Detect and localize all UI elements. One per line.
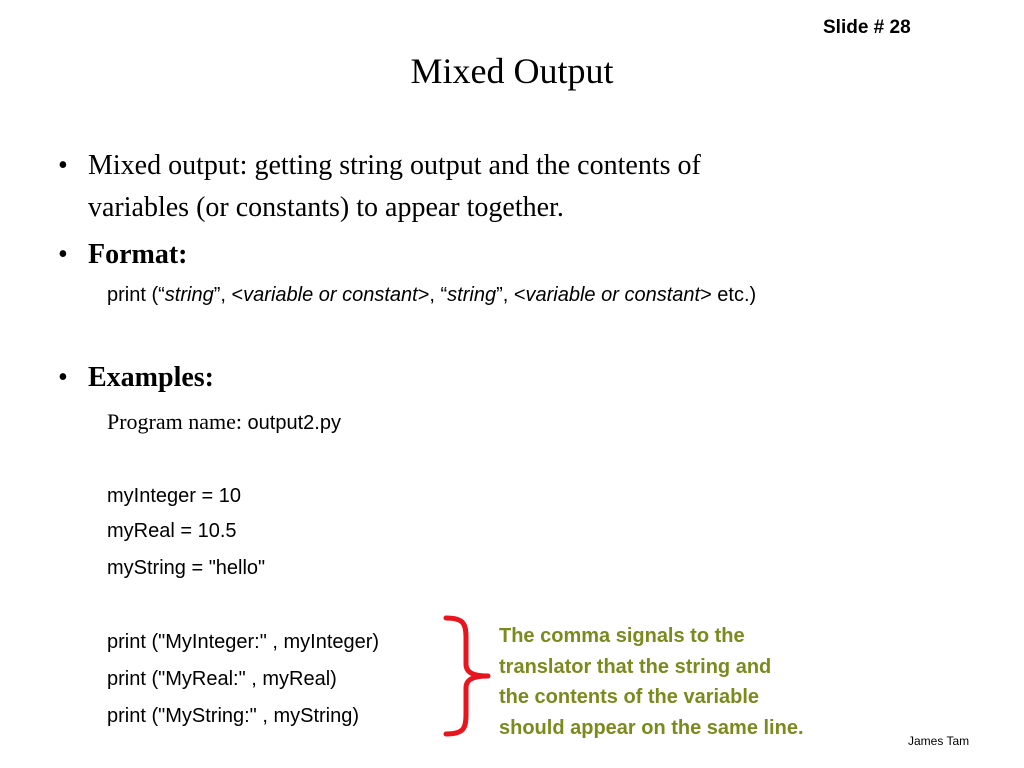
code-line: myReal = 10.5: [107, 520, 237, 542]
program-name-label: Program name:: [107, 409, 248, 434]
format-part-italic: string: [164, 284, 214, 306]
explanation-note: [499, 621, 804, 743]
note-line: translator that the string and: [499, 655, 772, 678]
code-line: myString = "hello": [107, 557, 266, 579]
code-line: print ("MyString:" , myString): [107, 705, 360, 727]
right-curly-brace-icon: [442, 614, 494, 738]
program-name-line: [107, 409, 341, 435]
format-part-italic: string: [447, 284, 497, 306]
bullet-examples-label: Examples:: [88, 362, 214, 393]
bullet-text-line2: variables (or constants) to appear together.: [88, 192, 564, 223]
format-part: print (“: [107, 284, 165, 306]
bullet-dot: •: [58, 239, 68, 270]
slide-title: Mixed Output: [410, 51, 614, 91]
code-line: print ("MyInteger:" , myInteger): [107, 631, 380, 653]
format-part: ”, <: [213, 284, 244, 306]
note-line: should appear on the same line.: [499, 716, 804, 739]
format-syntax-line: [107, 284, 756, 307]
format-part: >, “: [417, 284, 448, 306]
slide-number: Slide # 28: [823, 17, 911, 38]
note-line: The comma signals to the: [499, 625, 745, 647]
format-part: ”, <: [496, 284, 526, 306]
code-line: myInteger = 10: [107, 485, 241, 507]
program-file-name: output2.py: [247, 412, 341, 434]
bullet-text-line1: Mixed output: getting string output and the contents of: [88, 150, 701, 181]
bullet-format-label: Format:: [88, 239, 188, 270]
bullet-dot: •: [58, 150, 68, 181]
format-part-italic: variable or constant: [525, 284, 701, 306]
code-line: print ("MyReal:" , myReal): [107, 668, 337, 690]
author-footer: James Tam: [908, 734, 970, 748]
note-line: the contents of the variable: [499, 686, 760, 708]
format-part: > etc.): [700, 284, 757, 306]
bullet-dot: •: [58, 362, 68, 393]
format-part-italic: variable or constant: [243, 284, 418, 306]
